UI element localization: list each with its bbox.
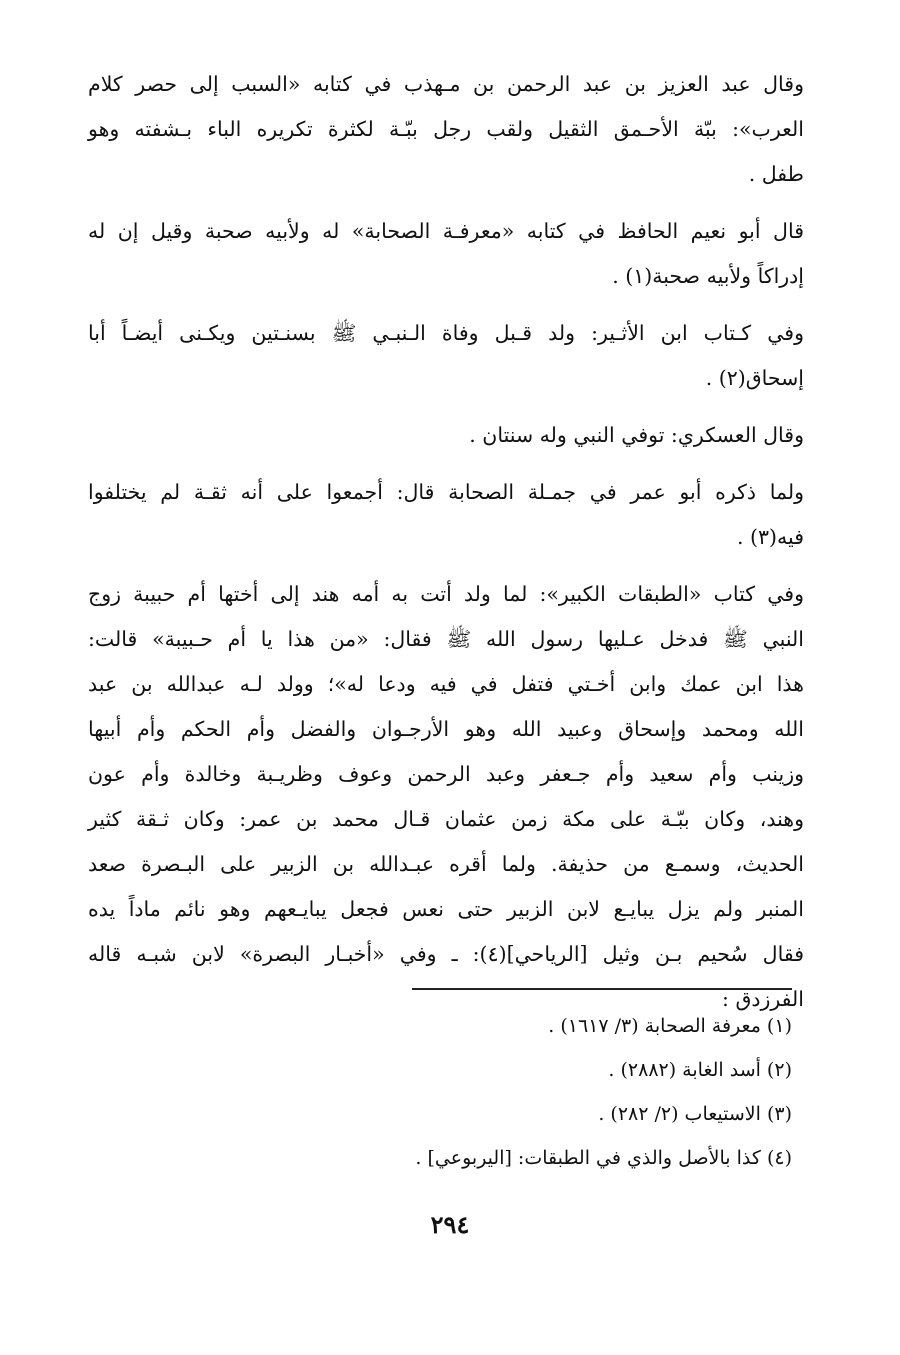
footnote-3: (٣) الاستيعاب (٢/ ٢٨٢) .: [598, 1103, 792, 1125]
text-line: الحديث، وسمـع من حذيفة. ولما أقره عبـدالله بن الزبير على البـصرة صعد: [88, 852, 804, 876]
text-line: فيه(٣) .: [736, 525, 804, 549]
footnotes: [192, 1004, 792, 1180]
text-line: وفي كـتاب ابن الأثـير: ولد قـبل وفاة الـنبـي ﷺ بسنـتين ويكـنى أيضـاً أبا: [88, 321, 804, 345]
main-text: [88, 62, 804, 1034]
text-line: وقال العسكري: توفي النبي وله سنتان .: [469, 423, 804, 447]
text-line: وفي كتاب «الطبقات الكبير»: لما ولد أتت به أمه هند إلى أختها أم حبيبة زوج: [88, 582, 804, 606]
text-line: فقال سُحيم بـن وثيل [الرياحي](٤): ـ وفي «أخبـار البصرة» لابن شبـه قاله: [88, 942, 804, 966]
footnote-4: (٤) كذا بالأصل والذي في الطبقات: [اليربوعي] .: [415, 1147, 792, 1169]
footnote-1: (١) معرفة الصحابة (٣/ ١٦١٧) .: [548, 1015, 792, 1037]
paragraph-6: [88, 572, 804, 1022]
text-line: ولما ذكره أبو عمر في جمـلة الصحابة قال: أجمعوا على أنه ثقـة لم يختلفوا: [88, 480, 804, 504]
text-line: طفل .: [748, 162, 804, 186]
text-line: إسحاق(٢) .: [705, 366, 804, 390]
paragraph-1: [88, 62, 804, 197]
paragraph-4: [88, 413, 804, 458]
text-line: المنبر ولم يزل يبايـع لابن الزبير حتى نعس فجعل يبايـعهم وهو نائم ماداً يده: [88, 897, 804, 921]
text-line: قال أبو نعيم الحافظ في كتابه «معرفـة الصحابة» له ولأبيه صحبة وقيل إن له: [88, 219, 804, 243]
text-line: الله ومحمد وإسحاق وعبيد الله وهو الأرجـوان والفضل وأم الحكم وأم أبيها: [88, 717, 804, 741]
text-line: هذا ابن عمك وابن أخـتي فتفل في فيه ودعا له»؛ وولد لـه عبدالله بن عبد: [88, 672, 804, 696]
paragraph-5: [88, 470, 804, 560]
footnote-separator: [412, 988, 792, 990]
text-line: وقال عبد العزيز بن عبد الرحمن بن مـهذب في كتابه «السبب إلى حصر كلام: [88, 72, 804, 96]
paragraph-3: [88, 311, 804, 401]
text-line: النبي ﷺ فدخل عـليها رسول الله ﷺ فقال: «من هذا يا أم حـبيبة» قالت:: [88, 627, 804, 651]
text-line: إدراكاً ولأبيه صحبة(١) .: [612, 264, 804, 288]
paragraph-2: [88, 209, 804, 299]
text-line: وهند، وكان ببّـة على مكة زمن عثمان قـال محمد بن عمر: وكان ثـقة كثير: [88, 807, 804, 831]
page-number: ٢٩٤: [430, 1210, 470, 1239]
text-line: العرب»: ببّة الأحـمق الثقيل ولقب رجل ببّـة لكثرة تكريره الباء بـشفته وهو: [88, 117, 804, 141]
text-line: وزينب وأم سعيد وأم جـعفر وعبد الرحمن وعوف وظريـبة وخالدة وأم عون: [88, 762, 804, 786]
footnote-2: (٢) أسد الغابة (٢٨٨٢) .: [608, 1059, 792, 1081]
text-line: الفرزدق :: [722, 987, 804, 1011]
